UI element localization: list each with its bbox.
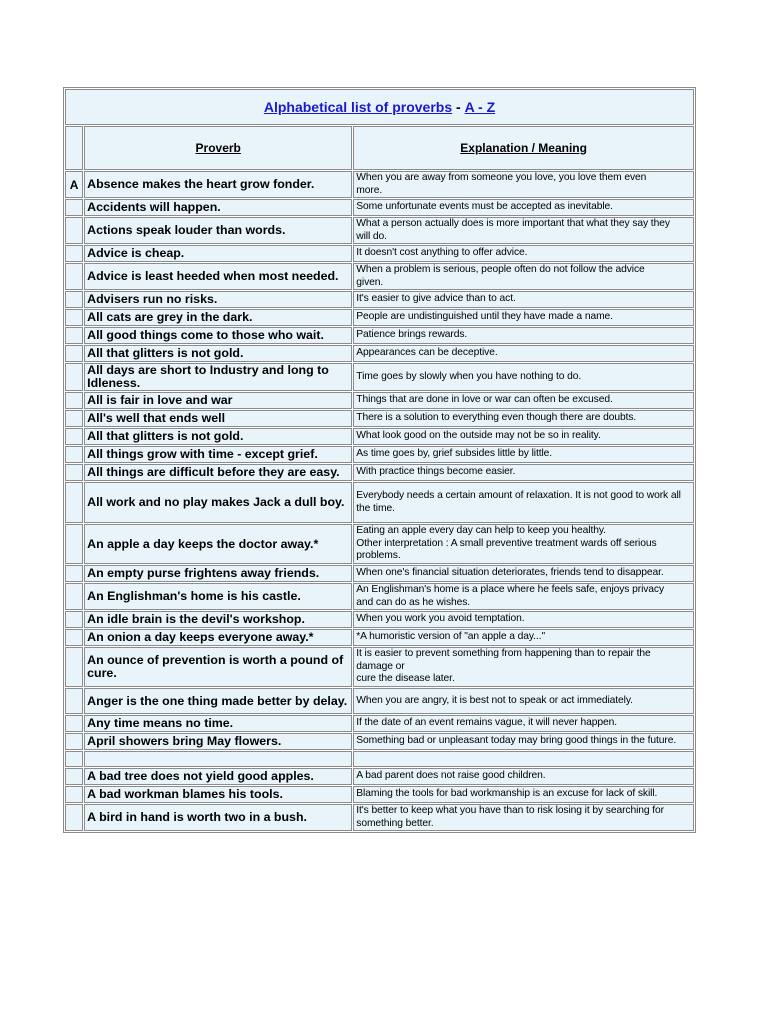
meaning-line: When a problem is serious, people often do not follow the advice [356,264,645,275]
meaning-line: will do. [356,230,387,242]
meaning-cell [353,199,694,216]
meaning-line: What look good on the outside may not be so in reality. [356,430,601,442]
meaning-cell [353,245,694,262]
table-row [65,524,694,564]
proverb-table [63,87,696,833]
letter-cell [65,751,83,767]
range-link[interactable]: A - Z [464,99,496,115]
title-link[interactable]: Alphabetical list of proverbs [263,99,453,115]
meaning-line: Something bad or unpleasant today may bring good things in the future. [356,735,677,747]
meaning-line: *A humoristic version of "an apple a day..." [356,631,546,643]
meaning-line: and can do as he wishes. [356,596,471,608]
letter-cell [65,629,83,646]
meaning-line: When you are angry, it is best not to speak or act immediately. [356,694,633,706]
meaning-line: Time goes by slowly when you have nothing to do. [356,370,582,382]
header-proverb: Proverb [84,126,352,170]
table-row [65,751,694,767]
meaning-line: Eating an apple every day can help to keep you healthy. [356,525,606,537]
table-row [65,786,694,803]
proverb-cell: A bird in hand is worth two in a bush. [84,804,352,831]
meaning-line: Blaming the tools for bad workmanship is an excuse for lack of skill. [356,788,658,800]
table-row [65,217,694,244]
meaning-line: cure the disease later. [356,673,455,685]
table-row [65,345,694,362]
table-row [65,733,694,750]
proverb-cell: Advice is cheap. [84,245,352,262]
table-row [65,309,694,326]
meaning-line: It's better to keep what you have than to risk losing it by searching for [356,805,665,816]
table-row [65,583,694,610]
table-row [65,291,694,308]
meaning-cell [353,345,694,362]
proverb-cell: A bad workman blames his tools. [84,786,352,803]
meaning-line: It is easier to prevent something from happening than to repair the [356,648,651,660]
table-row [65,565,694,582]
proverb-cell: Advice is least heeded when most needed. [84,263,352,290]
proverb-cell: Absence makes the heart grow fonder. [84,171,352,198]
meaning-line: It doesn't cost anything to offer advice. [356,247,528,259]
meaning-cell [353,291,694,308]
meaning-line: Everybody needs a certain amount of relaxation. It is not good to work all [356,490,681,501]
letter-cell [65,199,83,216]
meaning-cell [353,171,694,198]
table-row [65,245,694,262]
meaning-cell [353,786,694,803]
letter-cell [65,309,83,326]
meaning-line: given. [356,276,384,288]
meaning-cell [353,733,694,750]
meaning-cell [353,629,694,646]
proverb-cell: An ounce of prevention is worth a pound of cure. [84,647,352,687]
proverb-cell: An idle brain is the devil's workshop. [84,611,352,628]
table-row [65,392,694,409]
meaning-line: something better. [356,817,434,829]
proverb-cell: April showers bring May flowers. [84,733,352,750]
meaning-line: When you are away from someone you love, you love them even [356,172,647,183]
meaning-line: the time. [356,502,395,514]
proverb-cell: An Englishman's home is his castle. [84,583,352,610]
proverb-cell: All days are short to Industry and long to Idleness. [84,363,352,391]
proverb-cell: All things grow with time - except grief. [84,446,352,463]
proverb-cell: Advisers run no risks. [84,291,352,308]
meaning-cell [353,647,694,687]
meaning-cell [353,565,694,582]
title-row [65,89,694,125]
letter-cell: A [65,171,83,198]
meaning-line: With practice things become easier. [356,466,516,478]
table-row [65,629,694,646]
header-row [65,126,694,170]
table-row [65,263,694,290]
proverb-cell: Actions speak louder than words. [84,217,352,244]
proverb-cell: All is fair in love and war [84,392,352,409]
letter-cell [65,611,83,628]
table-row [65,464,694,481]
meaning-line: As time goes by, grief subsides little by little. [356,448,553,460]
meaning-cell [353,263,694,290]
meaning-line: A bad parent does not raise good children. [356,770,546,782]
meaning-line: There is a solution to everything even though there are doubts. [356,412,637,424]
letter-cell [65,327,83,344]
meaning-cell [353,392,694,409]
table-row [65,804,694,831]
letter-cell [65,291,83,308]
meaning-line: Patience brings rewards. [356,329,468,341]
letter-cell [65,410,83,427]
meaning-cell [353,751,694,767]
letter-cell [65,768,83,785]
table-row [65,446,694,463]
table-row [65,611,694,628]
letter-cell [65,363,83,391]
meaning-line: more. [356,184,383,196]
letter-cell [65,217,83,244]
meaning-cell [353,583,694,610]
letter-cell [65,446,83,463]
letter-cell [65,786,83,803]
meaning-line: damage or [356,660,405,672]
proverb-cell: An apple a day keeps the doctor away.* [84,524,352,564]
meaning-line [356,753,691,766]
proverb-cell [84,751,352,767]
meaning-cell [353,428,694,445]
letter-cell [65,345,83,362]
table-row [65,482,694,523]
header-meaning: Explanation / Meaning [353,126,694,170]
proverb-cell: All cats are grey in the dark. [84,309,352,326]
meaning-cell [353,611,694,628]
meaning-cell [353,768,694,785]
meaning-cell [353,217,694,244]
table-row [65,715,694,732]
proverb-cell: All things are difficult before they are easy. [84,464,352,481]
letter-cell [65,804,83,831]
table-row [65,327,694,344]
letter-cell [65,428,83,445]
meaning-line: When you work you avoid temptation. [356,613,525,625]
meaning-line: What a person actually does is more important that what they say they [356,218,670,229]
meaning-cell [353,464,694,481]
proverb-cell: All work and no play makes Jack a dull boy. [84,482,352,523]
proverb-cell: Accidents will happen. [84,199,352,216]
letter-cell [65,524,83,564]
meaning-cell [353,524,694,564]
meaning-cell [353,715,694,732]
letter-cell [65,263,83,290]
table-row [65,171,694,198]
table-title [65,89,694,125]
proverb-cell: Anger is the one thing made better by delay. [84,688,352,714]
table-row [65,428,694,445]
proverb-cell: A bad tree does not yield good apples. [84,768,352,785]
letter-cell [65,482,83,523]
proverb-cell: All that glitters is not gold. [84,345,352,362]
title-separator: - [456,99,461,115]
proverb-cell: All's well that ends well [84,410,352,427]
meaning-line: People are undistinguished until they have made a name. [356,311,613,323]
letter-cell [65,715,83,732]
table-row [65,768,694,785]
meaning-line: Other interpretation : A small preventive treatment wards off serious [356,537,657,549]
meaning-line: Appearances can be deceptive. [356,347,498,359]
table-row [65,410,694,427]
proverb-cell: An empty purse frightens away friends. [84,565,352,582]
meaning-cell [353,410,694,427]
header-letter-cell [65,126,83,170]
meaning-cell [353,804,694,831]
meaning-cell [353,363,694,391]
letter-cell [65,688,83,714]
meaning-cell [353,309,694,326]
meaning-cell [353,688,694,714]
meaning-line: It's easier to give advice than to act. [356,293,516,305]
meaning-line: An Englishman's home is a place where he feels safe, enjoys privacy [356,584,665,595]
meaning-line: Some unfortunate events must be accepted as inevitable. [356,201,613,213]
letter-cell [65,733,83,750]
meaning-cell [353,482,694,523]
meaning-line: If the date of an event remains vague, it will never happen. [356,717,618,729]
meaning-line: Things that are done in love or war can often be excused. [356,394,613,406]
proverb-cell: Any time means no time. [84,715,352,732]
letter-cell [65,245,83,262]
letter-cell [65,392,83,409]
proverb-cell: All good things come to those who wait. [84,327,352,344]
meaning-line: When one's financial situation deteriorates, friends tend to disappear. [356,567,664,579]
letter-cell [65,583,83,610]
meaning-line: problems. [356,550,401,562]
proverb-cell: An onion a day keeps everyone away.* [84,629,352,646]
table-row [65,363,694,391]
table-row [65,199,694,216]
meaning-cell [353,327,694,344]
meaning-cell [353,446,694,463]
proverb-cell: All that glitters is not gold. [84,428,352,445]
letter-cell [65,647,83,687]
letter-cell [65,464,83,481]
table-row [65,647,694,687]
letter-cell [65,565,83,582]
table-row [65,688,694,714]
